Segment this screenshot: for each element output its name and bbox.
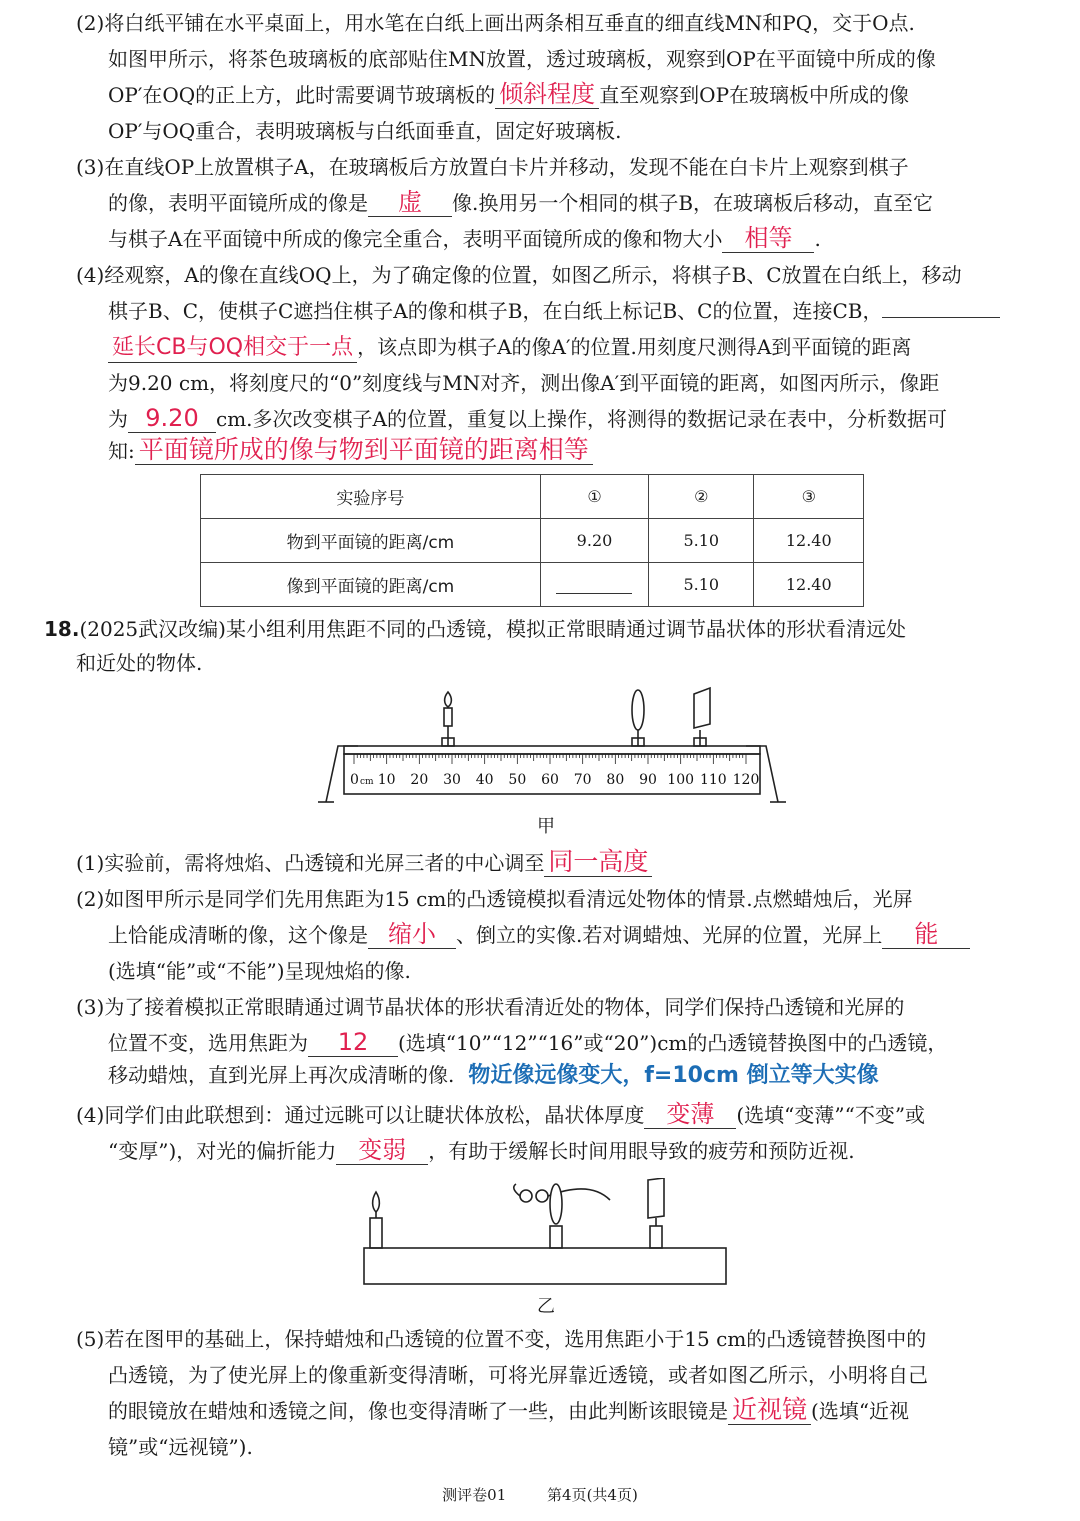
table-header-cell: ③ — [754, 475, 864, 519]
q17-part4-line5 — [108, 402, 947, 436]
light-screen — [648, 1178, 664, 1218]
answer-extend-cb: 延长CB与OQ相交于一点 — [108, 334, 357, 363]
light-screen — [694, 688, 710, 728]
ruler-tick-label: 110 — [699, 772, 727, 788]
q17-part4-line6 — [108, 434, 593, 468]
candle-flame — [445, 692, 452, 707]
answer-thinner: 变薄 — [644, 1100, 736, 1129]
q17-part2-line1: (2)将白纸平铺在水平桌面上，用水笔在白纸上画出两条相互垂直的细直线MN和PQ，交于O点. — [76, 11, 915, 35]
blank-line — [882, 317, 1000, 318]
q18-part5-text-b: (选填“近视 — [811, 1399, 910, 1423]
ruler-unit-label: cm — [360, 777, 374, 787]
ruler-tick-label: 60 — [541, 772, 559, 788]
table-row — [201, 519, 864, 563]
q17-part3-text-b: 像.换用另一个相同的棋子B，在玻璃板后移动，直至它 — [452, 191, 934, 215]
q18-line1 — [44, 612, 906, 646]
q17-part2-line2: 如图甲所示，将茶色玻璃板的底部贴住MN放置，透过玻璃板，观察到OP在平面镜中所成的像 — [108, 47, 936, 71]
q18-part4-line1 — [76, 1098, 925, 1132]
figure-glasses-setup — [360, 1178, 730, 1286]
q17-part4-text: 棋子B、C，使棋子C遮挡住棋子A的像和棋子B，在白纸上标记B、C的位置，连接CB， — [108, 299, 883, 323]
ruler-tick-label: 10 — [377, 772, 396, 788]
q17-part4-line2 — [108, 294, 1000, 328]
convex-lens — [550, 1184, 562, 1224]
table-cell: 物到平面镜的距离/cm — [201, 519, 541, 563]
glasses-lens-left — [520, 1190, 532, 1202]
q18-part5-line3 — [108, 1394, 909, 1428]
figure-caption-yi: 乙 — [537, 1296, 555, 1317]
q18-part4-text-d: ，有助于缓解长时间用眼导致的疲劳和预防近视. — [428, 1139, 855, 1163]
answer-focal-length: 12 — [308, 1028, 398, 1057]
q18-part1-text: (1)实验前，需将烛焰、凸透镜和光屏三者的中心调至 — [76, 851, 545, 875]
q17-part3-text: 的像，表明平面镜所成的像是 — [108, 191, 368, 215]
q17-part3-line3 — [108, 222, 821, 256]
answer-equal-size: 相等 — [722, 224, 814, 253]
q17-part4-text-e: 知: — [108, 439, 135, 463]
q17-part3-line1: (3)在直线OP上放置棋子A，在玻璃板后方放置白卡片并移动，发现不能在白卡片上观察到棋子 — [76, 155, 909, 179]
q17-part3-text-c: 与棋子A在平面镜中所成的像完全重合，表明平面镜所成的像和物大小 — [108, 227, 723, 251]
candle — [444, 708, 452, 726]
ruler-tick-label: 70 — [573, 772, 592, 788]
q17-part4-line3 — [108, 330, 911, 364]
bench-rail — [344, 746, 760, 754]
q17-part4-text-d: cm.多次改变棋子A的位置，重复以上操作，将测得的数据记录在表中，分析数据可 — [216, 407, 947, 431]
answer-tilt-degree: 倾斜程度 — [495, 80, 599, 109]
figure-optical-bench — [314, 686, 790, 806]
lens-holder — [550, 1226, 562, 1248]
answer-weaker: 变弱 — [336, 1136, 428, 1165]
footer-page-number: 第4页(共4页) — [547, 1486, 638, 1504]
q17-part3-period: . — [814, 227, 821, 251]
q18-line2: 和近处的物体. — [76, 651, 203, 675]
screen-holder — [650, 1226, 662, 1248]
footer-test-id: 测评卷01 — [442, 1486, 507, 1504]
q17-part2-line3 — [108, 78, 909, 112]
table-cell: 9.20 — [540, 519, 648, 563]
table-cell — [540, 563, 648, 607]
q18-stem: (2025武汉改编)某小组利用焦距不同的凸透镜，模拟正常眼睛通过调节晶状体的形状看清远处 — [79, 617, 906, 641]
data-table — [200, 474, 864, 607]
table-cell: 像到平面镜的距离/cm — [201, 563, 541, 607]
answer-can: 能 — [882, 920, 970, 949]
q18-part3-line3 — [108, 1058, 879, 1093]
ruler-tick-label: 50 — [508, 772, 527, 788]
q18-part4-text-c: “变厚”)，对光的偏折能力 — [108, 1139, 337, 1163]
table-cell: 12.40 — [754, 563, 864, 607]
q18-part4-text-b: (选填“变薄”“不变”或 — [736, 1103, 926, 1127]
q18-part2-text-b: 、倒立的实像.若对调蜡烛、光屏的位置，光屏上 — [456, 923, 883, 947]
q17-part2-text: OP′在OQ的正上方，此时需要调节玻璃板的 — [108, 83, 496, 107]
q18-part3-line1: (3)为了接着模拟正常眼睛通过调节晶状体的形状看清近处的物体，同学们保持凸透镜和光屏的 — [76, 995, 905, 1019]
q17-part4-line1: (4)经观察，A的像在直线OQ上，为了确定像的位置，如图乙所示，将棋子B、C放置在白纸上，移动 — [76, 263, 962, 287]
ruler-tick-label: 30 — [443, 772, 461, 788]
ruler-tick-label: 0 — [350, 772, 359, 788]
q17-part3-line2 — [108, 186, 933, 220]
table-header-cell: ② — [649, 475, 754, 519]
table-header-row — [201, 475, 864, 519]
q17-part4-text-b: ，该点即为棋子A的像A′的位置.用刻度尺测得A到平面镜的距离 — [357, 335, 912, 359]
q18-part2-line3: (选填“能”或“不能”)呈现烛焰的像. — [108, 959, 411, 983]
candle-flame — [373, 1192, 380, 1212]
ruler-tick-label: 40 — [475, 772, 494, 788]
q18-part2-line2 — [108, 918, 970, 952]
q17-part2-line4: OP′与OQ重合，表明玻璃板与白纸面垂直，固定好玻璃板. — [108, 119, 622, 143]
table-header-cell: 实验序号 — [201, 475, 541, 519]
answer-reduced: 缩小 — [368, 920, 456, 949]
question-number: 18. — [44, 617, 80, 641]
answer-image-distance: 9.20 — [128, 404, 216, 433]
q18-part3-text-b: (选填“10”“12”“16”或“20”)cm的凸透镜替换图中的凸透镜， — [398, 1031, 948, 1055]
q18-part5-line2: 凸透镜，为了使光屏上的像重新变得清晰，可将光屏靠近透镜，或者如图乙所示，小明将自己 — [108, 1363, 928, 1387]
q18-part4-line2 — [108, 1134, 855, 1168]
answer-conclusion: 平面镜所成的像与物到平面镜的距离相等 — [135, 436, 593, 465]
handwritten-note: 物近像远像变大，f=10cm 倒立等大实像 — [468, 1063, 879, 1088]
ruler-tick-label: 90 — [639, 772, 657, 788]
ruler-tick-label: 20 — [410, 772, 429, 788]
page-footer — [0, 1484, 1080, 1505]
bench-block — [364, 1248, 726, 1284]
convex-lens — [632, 690, 644, 730]
ruler-tick-label: 100 — [667, 772, 695, 788]
q18-part4-text: (4)同学们由此联想到：通过远眺可以让睫状体放松，晶状体厚度 — [76, 1103, 645, 1127]
q18-part5-line4: 镜”或“远视镜”). — [108, 1435, 253, 1459]
q18-part2-text: 上恰能成清晰的像，这个像是 — [108, 923, 368, 947]
candle — [370, 1218, 382, 1248]
glasses-lens-right — [536, 1190, 548, 1202]
table-row — [201, 563, 864, 607]
q18-part3-line2 — [108, 1026, 947, 1060]
answer-virtual-image: 虚 — [368, 188, 452, 217]
table-cell: 5.10 — [649, 519, 754, 563]
q17-part4-text-c: 为 — [108, 407, 128, 431]
table-blank — [556, 575, 632, 594]
answer-myopia-glasses: 近视镜 — [728, 1396, 811, 1425]
q18-part3-text: 位置不变，选用焦距为 — [108, 1031, 308, 1055]
figure-caption-jia: 甲 — [537, 816, 555, 837]
table-cell: 12.40 — [754, 519, 864, 563]
q17-part4-line4: 为9.20 cm，将刻度尺的“0”刻度线与MN对齐，测出像A′到平面镜的距离，如图丙所示，像距 — [108, 371, 940, 395]
q18-part5-text: 的眼镜放在蜡烛和透镜之间，像也变得清晰了一些，由此判断该眼镜是 — [108, 1399, 728, 1423]
q18-part3-text-c: 移动蜡烛，直到光屏上再次成清晰的像. — [108, 1063, 455, 1087]
answer-same-height: 同一高度 — [544, 848, 652, 877]
q18-part1 — [76, 846, 652, 880]
table-cell: 5.10 — [649, 563, 754, 607]
q18-part2-line1: (2)如图甲所示是同学们先用焦距为15 cm的凸透镜模拟看清远处物体的情景.点燃蜡烛后，光屏 — [76, 887, 913, 911]
ruler-ticks — [354, 754, 746, 764]
table-header-cell: ① — [540, 475, 648, 519]
q18-part5-line1: (5)若在图甲的基础上，保持蜡烛和凸透镜的位置不变，选用焦距小于15 cm的凸透镜替换图中的 — [76, 1327, 927, 1351]
q17-part2-text-b: 直至观察到OP在玻璃板中所成的像 — [599, 83, 910, 107]
ruler-tick-label: 80 — [606, 772, 625, 788]
ruler-tick-label: 120 — [732, 772, 760, 788]
ruler-labels — [350, 772, 759, 788]
